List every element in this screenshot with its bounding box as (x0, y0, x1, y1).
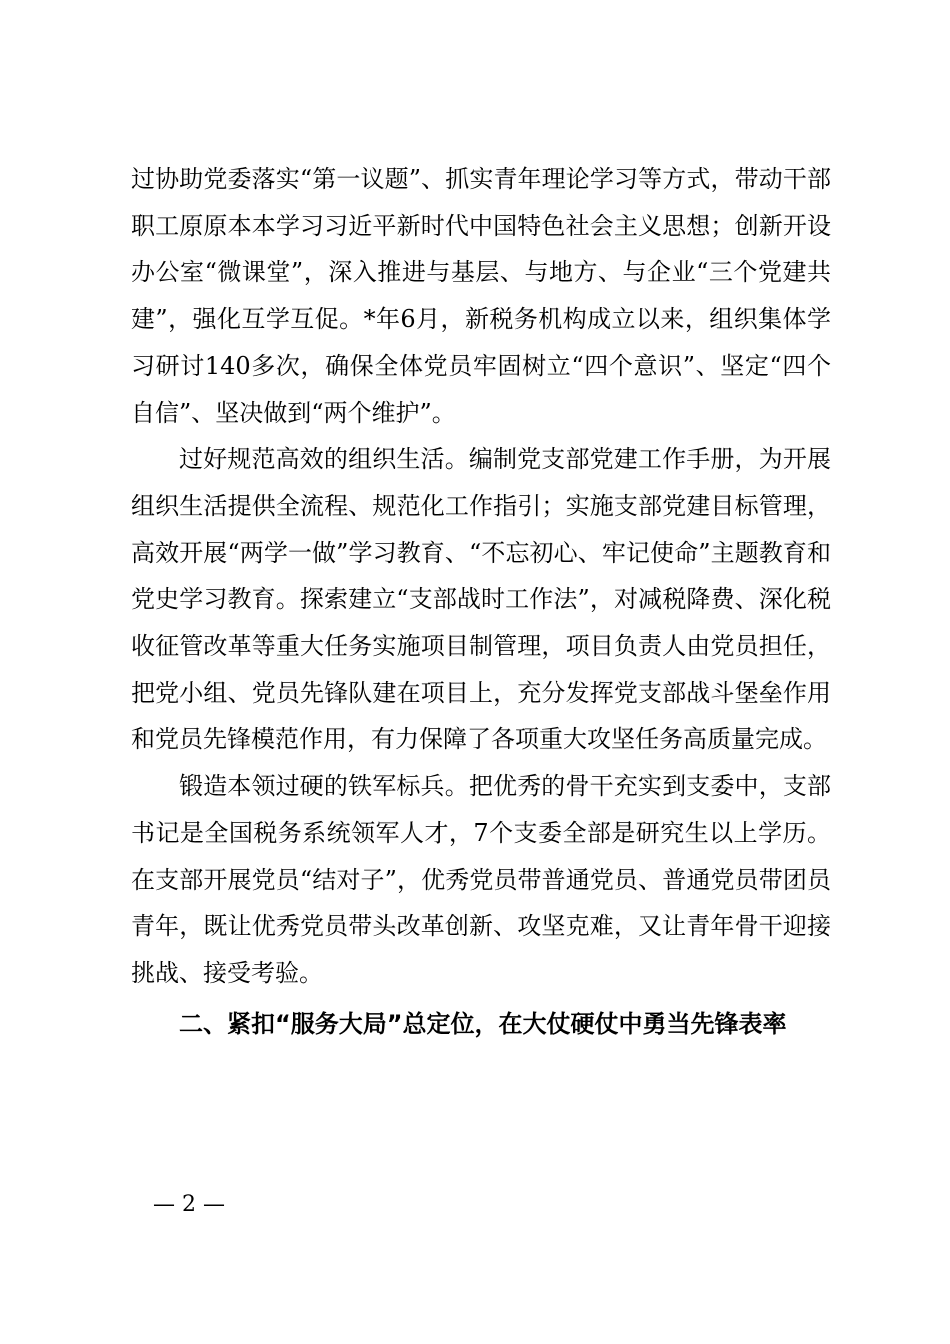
paragraph-model-soldiers: 锻造本领过硬的铁军标兵。把优秀的骨干充实到支委中，支部书记是全国税务系统领军人才，7个支委全部是研究生以上学历。在支部开展党员“结对子”，优秀党员带普通党员、普通党员带团员青年，既让优秀党员带头改革创新、攻坚克难，又让青年骨干迎接挑战、接受考验。 (131, 772, 831, 987)
document-body (131, 156, 831, 1047)
paragraph-organization-life: 过好规范高效的组织生活。编制党支部党建工作手册，为开展组织生活提供全流程、规范化工作指引；实施支部党建目标管理，高效开展“两学一做”学习教育、“不忘初心、牢记使命”主题教育和党史学习教育。探索建立“支部战时工作法”，对减税降费、深化税收征管改革等重大任务实施项目制管理，项目负责人由党员担任，把党小组、党员先锋队建在项目上，充分发挥党支部战斗堡垒作用和党员先锋模范作用，有力保障了各项重大攻坚任务高质量完成。 (131, 445, 831, 754)
page-number: — 2 — (153, 1192, 225, 1217)
paragraph-continuation: 过协助党委落实“第一议题”、抓实青年理论学习等方式，带动干部职工原原本本学习习近平新时代中国特色社会主义思想；创新开设办公室“微课堂”，深入推进与基层、与地方、与企业“三个党建共建”，强化互学互促。*年6月，新税务机构成立以来，组织集体学习研讨140多次，确保全体党员牢固树立“四个意识”、坚定“四个自信”、坚决做到“两个维护”。 (131, 165, 831, 427)
section-heading: 二、紧扣“服务大局”总定位，在大仗硬仗中勇当先锋表率 (179, 1009, 787, 1038)
